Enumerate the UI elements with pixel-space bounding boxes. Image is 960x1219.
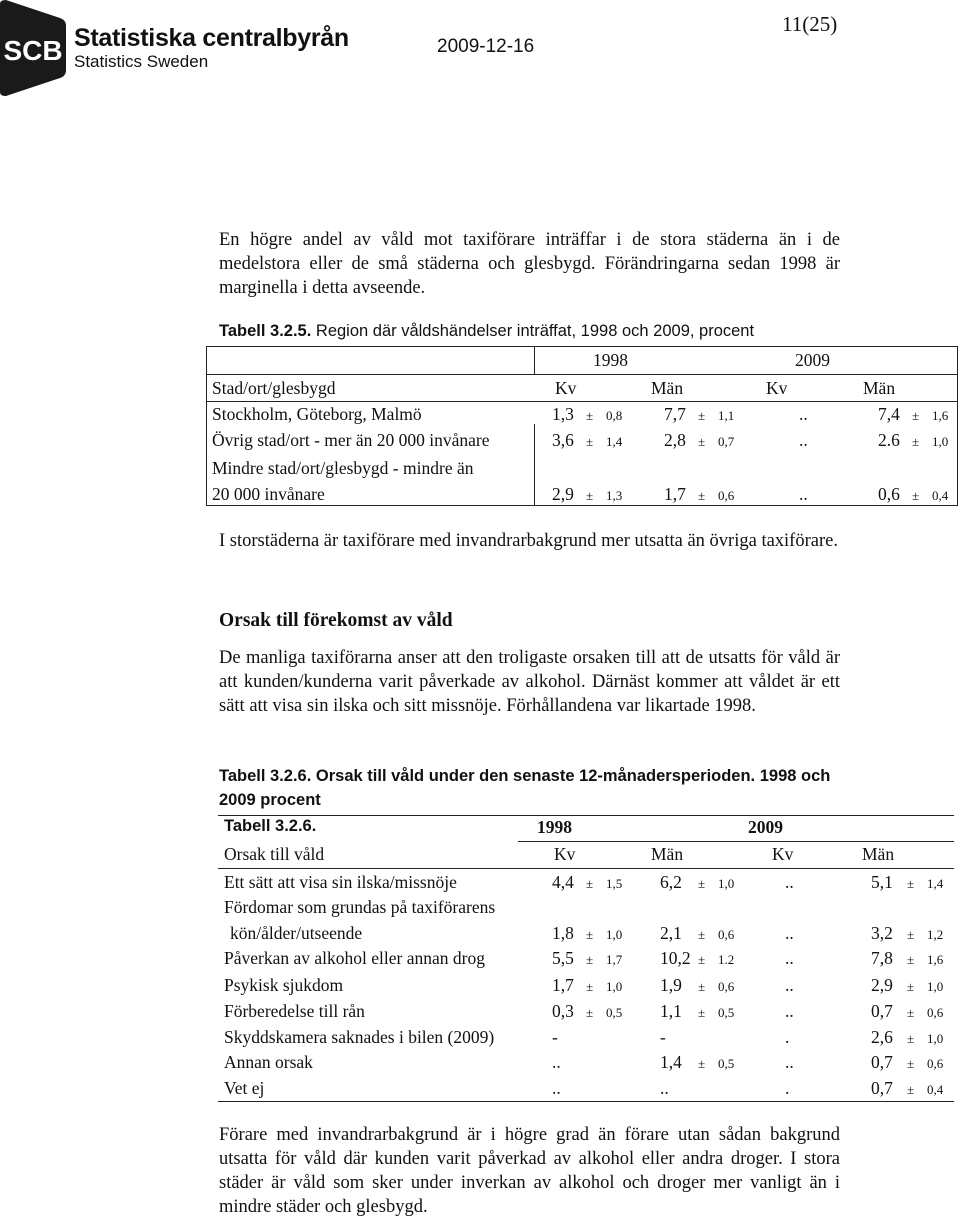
- value-kv-1998: 0,3: [552, 1001, 574, 1021]
- table2-year-2009: 2009: [748, 817, 783, 837]
- plus-minus: ±: [586, 1005, 594, 1020]
- table1-year-2009: 2009: [795, 350, 830, 370]
- cause-paragraph: De manliga taxiförarna anser att den troligaste orsaken till att de utsatts för våld är att kunden/kunderna varit påverkade av alkohol. Därnäst kommer att våldet är ett sätt att visa sin ilska och sitt missnöje. Förhållandena var likartade 1998.: [219, 648, 840, 716]
- row-label: Vet ej: [224, 1078, 265, 1098]
- plus-minus: ±: [698, 952, 706, 967]
- scb-logo: [0, 0, 66, 96]
- value-kv-2009: ..: [785, 975, 794, 995]
- table1-man-1998: Män: [651, 378, 684, 398]
- value-man-2009: 2,6: [871, 1027, 893, 1047]
- value-kv-1998: ..: [552, 1052, 561, 1072]
- plus-minus: ±: [912, 488, 920, 503]
- table2-year-1998: 1998: [537, 817, 572, 837]
- value-man-1998: ..: [660, 1078, 669, 1098]
- immigrant-paragraph: I storstäderna är taxiförare med invandrarbakgrund mer utsatta än övriga taxiförare.: [219, 531, 838, 551]
- value-kv-1998: -: [552, 1027, 558, 1047]
- error-margin: 0,6: [718, 488, 735, 503]
- plus-minus: ±: [698, 408, 706, 423]
- row-label: Övrig stad/ort - mer än 20 000 invånare: [212, 430, 490, 450]
- value-man-1998: 7,7: [664, 404, 686, 424]
- plus-minus: ±: [907, 927, 915, 942]
- plus-minus: ±: [907, 1031, 915, 1046]
- value-kv-2009: ..: [785, 948, 794, 968]
- section-heading: Orsak till förekomst av våld: [219, 610, 453, 631]
- error-margin: 0,4: [932, 488, 949, 503]
- value-kv-2009: ..: [785, 923, 794, 943]
- plus-minus: ±: [586, 434, 594, 449]
- error-margin: 1,4: [927, 876, 944, 891]
- row-label: Mindre stad/ort/glesbygd - mindre än: [212, 458, 474, 478]
- plus-minus: ±: [907, 876, 915, 891]
- error-margin: 0,6: [927, 1005, 944, 1020]
- plus-minus: ±: [907, 1082, 915, 1097]
- value-man-1998: 6,2: [660, 872, 682, 892]
- table2-kv-2009: Kv: [772, 844, 794, 864]
- value-kv-1998: 1,8: [552, 923, 574, 943]
- error-margin: 0,5: [606, 1005, 623, 1020]
- value-man-2009: 0,7: [871, 1001, 893, 1021]
- plus-minus: ±: [586, 979, 594, 994]
- row-label: Stockholm, Göteborg, Malmö: [212, 404, 422, 424]
- org-name: Statistiska centralbyrån: [74, 24, 349, 52]
- row-label: Skyddskamera saknades i bilen (2009): [224, 1027, 495, 1047]
- value-man-1998: 10,2: [660, 948, 691, 968]
- value-man-1998: 2,8: [664, 430, 686, 450]
- plus-minus: ±: [586, 408, 594, 423]
- table2-man-1998: Män: [651, 844, 684, 864]
- plus-minus: ±: [698, 876, 706, 891]
- plus-minus: ±: [698, 434, 706, 449]
- value-man-2009: 3,2: [871, 923, 893, 943]
- error-margin: 1,6: [927, 952, 944, 967]
- error-margin: 0,8: [606, 408, 623, 423]
- plus-minus: ±: [907, 1056, 915, 1071]
- table2-caption-line1: Tabell 3.2.6. Orsak till våld under den senaste 12-månadersperioden. 1998 och: [219, 767, 831, 785]
- value-kv-1998: 2,9: [552, 484, 574, 504]
- row-label: Psykisk sjukdom: [224, 975, 344, 995]
- error-margin: 1,0: [606, 927, 623, 942]
- error-margin: 1,0: [927, 1031, 944, 1046]
- plus-minus: ±: [698, 1005, 706, 1020]
- logo-text: SCB: [3, 35, 63, 66]
- error-margin: 1,7: [606, 952, 623, 967]
- table1-caption-number: Tabell 3.2.5.: [219, 322, 312, 340]
- value-kv-2009: .: [785, 1027, 790, 1047]
- table1-column-label: Stad/ort/glesbygd: [212, 378, 336, 398]
- final-paragraph: Förare med invandrarbakgrund är i högre grad än förare utan sådan bakgrund utsatta för våld där kunden varit påverkad av alkohol eller andra droger. I stora städer är våld som sker under inverkan av alkohol och droger mer vanligt än i mindre städer och glesbygd.: [219, 1125, 840, 1217]
- plus-minus: ±: [698, 1056, 706, 1071]
- plus-minus: ±: [907, 979, 915, 994]
- value-kv-2009: ..: [785, 872, 794, 892]
- value-man-2009: 2,9: [871, 975, 893, 995]
- value-man-1998: -: [660, 1027, 666, 1047]
- error-margin: 1,1: [718, 408, 735, 423]
- value-man-2009: 0,6: [878, 484, 900, 504]
- value-man-1998: 1,7: [664, 484, 686, 504]
- error-margin: 1,0: [927, 979, 944, 994]
- organization: [74, 24, 349, 72]
- table2-caption-line2: 2009 procent: [219, 791, 321, 809]
- region-table: [206, 346, 958, 506]
- error-margin: 1,0: [718, 876, 735, 891]
- table1-caption: [219, 322, 754, 341]
- error-margin: 1.2: [718, 952, 735, 967]
- value-kv-1998: ..: [552, 1078, 561, 1098]
- value-man-2009: 0,7: [871, 1078, 893, 1098]
- value-man-2009: 0,7: [871, 1052, 893, 1072]
- table1-kv-1998: Kv: [555, 378, 577, 398]
- value-kv-2009: ..: [785, 1001, 794, 1021]
- value-kv-2009: ..: [799, 484, 808, 504]
- error-margin: 1,0: [606, 979, 623, 994]
- plus-minus: ±: [907, 1005, 915, 1020]
- value-kv-2009: ..: [785, 1052, 794, 1072]
- table1-caption-text: Region där våldshändelser inträffat, 1998 och 2009, procent: [311, 322, 755, 340]
- row-label: Ett sätt att visa sin ilska/missnöje: [224, 872, 457, 892]
- error-margin: 1,0: [932, 434, 949, 449]
- value-man-1998: 1,4: [660, 1052, 682, 1072]
- table1-kv-2009: Kv: [766, 378, 788, 398]
- error-margin: 0,6: [927, 1056, 944, 1071]
- value-kv-1998: 3,6: [552, 430, 574, 450]
- value-kv-2009: ..: [799, 404, 808, 424]
- table2-man-2009: Män: [862, 844, 895, 864]
- plus-minus: ±: [586, 927, 594, 942]
- row-label: Påverkan av alkohol eller annan drog: [224, 948, 485, 968]
- value-man-2009: 7,4: [878, 404, 900, 424]
- error-margin: 1,4: [606, 434, 623, 449]
- table2-caption: [219, 764, 830, 812]
- row-label-cont: 20 000 invånare: [212, 484, 325, 504]
- table2-column-label: Orsak till våld: [224, 844, 325, 864]
- error-margin: 1,3: [606, 488, 623, 503]
- plus-minus: ±: [907, 952, 915, 967]
- error-margin: 0,5: [718, 1056, 735, 1071]
- value-man-2009: 5,1: [871, 872, 893, 892]
- value-man-1998: 1,1: [660, 1001, 682, 1021]
- error-margin: 0,6: [718, 979, 735, 994]
- table2-kv-1998: Kv: [554, 844, 576, 864]
- value-man-1998: 2,1: [660, 923, 682, 943]
- table1-year-1998: 1998: [593, 350, 628, 370]
- value-man-1998: 1,9: [660, 975, 682, 995]
- plus-minus: ±: [698, 927, 706, 942]
- plus-minus: ±: [698, 488, 706, 503]
- value-kv-1998: 4,4: [552, 872, 574, 892]
- value-kv-2009: .: [785, 1078, 790, 1098]
- error-margin: 0,6: [718, 927, 735, 942]
- value-man-2009: 7,8: [871, 948, 893, 968]
- row-label: Annan orsak: [224, 1052, 313, 1072]
- error-margin: 0,5: [718, 1005, 735, 1020]
- error-margin: 0,7: [718, 434, 735, 449]
- error-margin: 1,5: [606, 876, 623, 891]
- value-kv-2009: ..: [799, 430, 808, 450]
- plus-minus: ±: [586, 876, 594, 891]
- document-date: 2009-12-16: [437, 36, 535, 57]
- row-label-cont: kön/ålder/utseende: [230, 923, 363, 943]
- org-subtitle: Statistics Sweden: [74, 52, 209, 71]
- value-kv-1998: 5,5: [552, 948, 574, 968]
- page-number: 11(25): [782, 12, 838, 36]
- error-margin: 1,6: [932, 408, 949, 423]
- value-man-2009: 2.6: [878, 430, 900, 450]
- plus-minus: ±: [586, 488, 594, 503]
- row-label: Fördomar som grundas på taxiförarens: [224, 897, 496, 917]
- table2-corner-label: Tabell 3.2.6.: [224, 817, 317, 835]
- plus-minus: ±: [698, 979, 706, 994]
- value-kv-1998: 1,3: [552, 404, 574, 424]
- table1-man-2009: Män: [863, 378, 896, 398]
- plus-minus: ±: [912, 408, 920, 423]
- value-kv-1998: 1,7: [552, 975, 574, 995]
- error-margin: 0,4: [927, 1082, 944, 1097]
- intro-paragraph: En högre andel av våld mot taxiförare inträffar i de stora städerna än i de medelstora eller de små städerna och glesbygd. Förändringarna sedan 1998 är marginella i detta avseende.: [219, 230, 840, 298]
- plus-minus: ±: [912, 434, 920, 449]
- error-margin: 1,2: [927, 927, 944, 942]
- cause-table: [218, 815, 954, 1102]
- row-label: Förberedelse till rån: [224, 1001, 365, 1021]
- plus-minus: ±: [586, 952, 594, 967]
